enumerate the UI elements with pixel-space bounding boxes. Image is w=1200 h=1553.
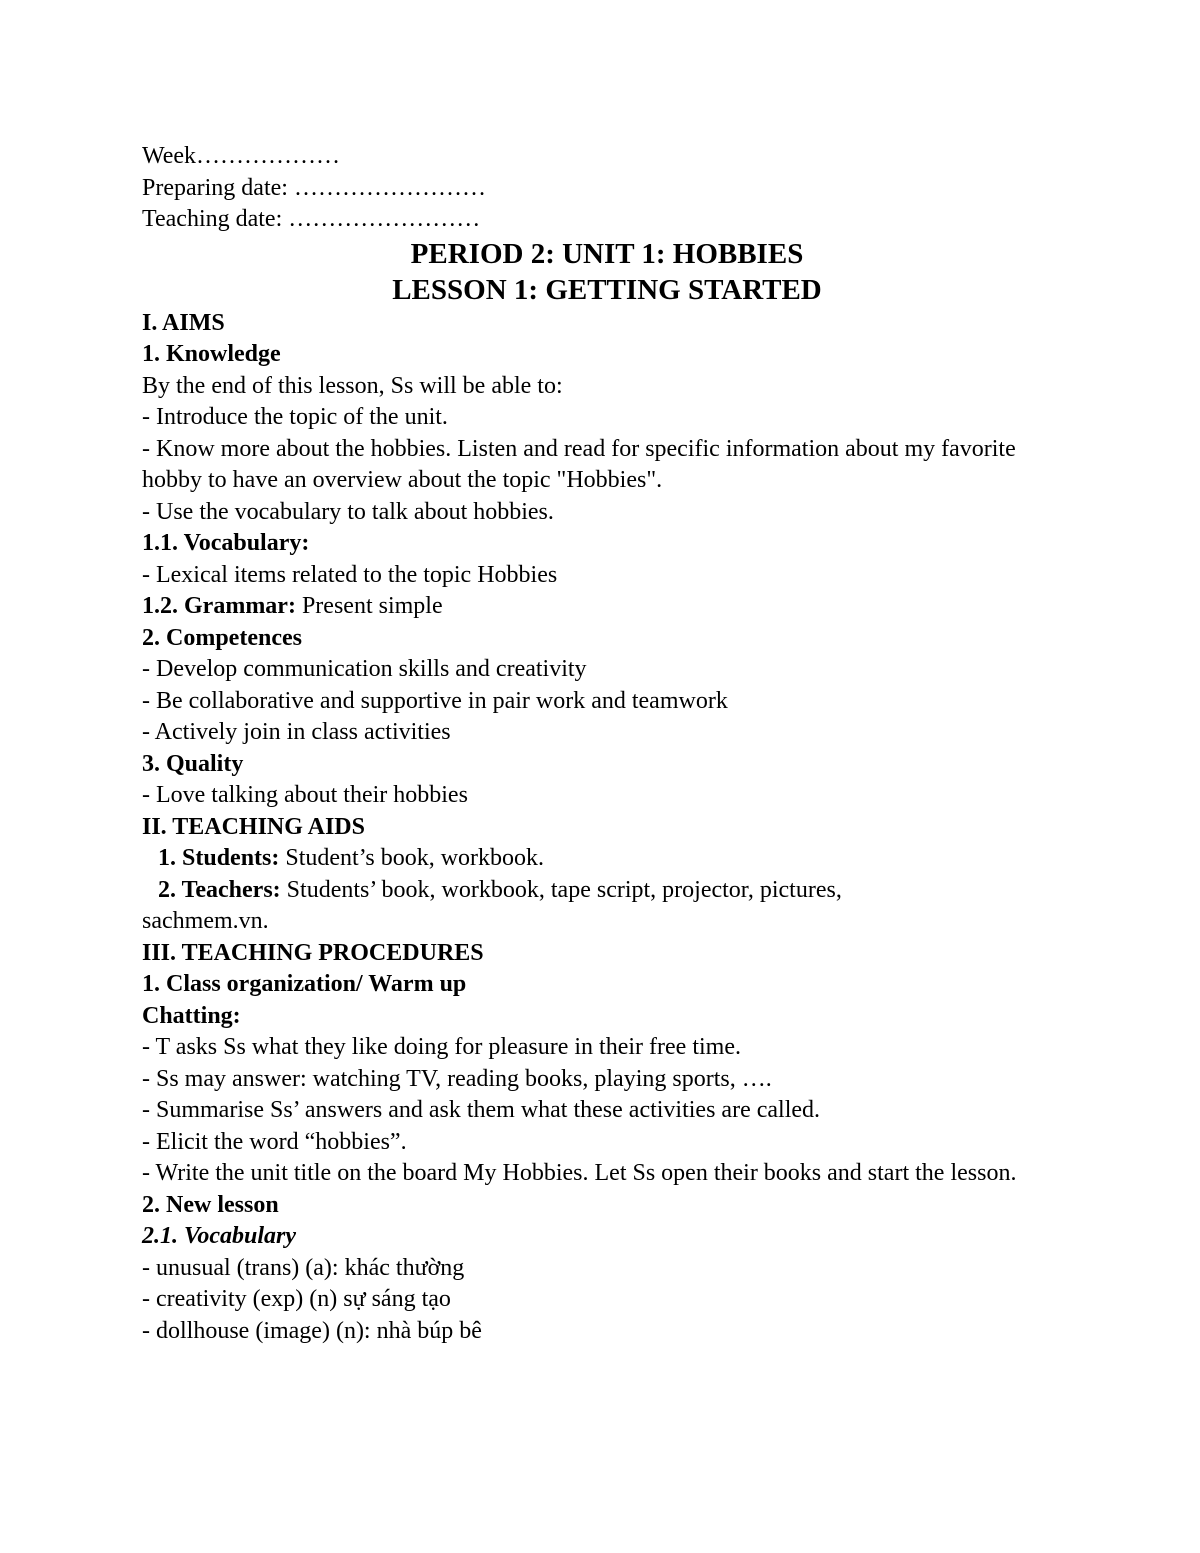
procedures-heading: III. TEACHING PROCEDURES [142,939,484,966]
grammar-line [142,591,1072,623]
chatting-item: - Summarise Ss’ answers and ask them what these activities are called. [142,1097,821,1123]
knowledge-item: - Introduce the topic of the unit. [142,404,448,430]
teachers-value: Students’ book, workbook, tape script, projector, pictures, [280,876,842,903]
quality-item: - Love talking about their hobbies [142,782,468,808]
teachers-aids-line [142,875,1072,907]
competence-item: - Actively join in class activities [142,719,451,745]
vocabulary-entry: - unusual (trans) (a): khác thường [142,1254,465,1281]
grammar-value: Present simple [295,593,443,619]
teachers-label: 2. Teachers: [158,876,281,903]
preparing-date-line: Preparing date: …………………… [142,174,486,201]
teachers-aids-continued: sachmem.vn. [142,908,269,934]
class-organization-heading: 1. Class organization/ Warm up [142,971,467,997]
teaching-date-line: Teaching date: …………………… [142,206,481,232]
new-lesson-heading: 2. New lesson [142,1191,279,1218]
students-label: 1. Students: [158,845,280,871]
chatting-item: - T asks Ss what they like doing for pleasure in their free time. [142,1034,741,1060]
lesson-title: LESSON 1: GETTING STARTED [392,273,822,306]
chatting-item: - Write the unit title on the board My Hobbies. Let Ss open their books and start the lesson. [142,1160,1017,1186]
competence-item: - Develop communication skills and creativity [142,656,587,682]
knowledge-item: - Use the vocabulary to talk about hobbies. [142,498,554,525]
chatting-item: - Elicit the word “hobbies”. [142,1128,407,1155]
quality-heading: 3. Quality [142,750,244,777]
students-value: Student’s book, workbook. [279,845,545,871]
students-aids-line [142,843,1072,875]
week-line: Week……………… [142,143,341,169]
chatting-item: - Ss may answer: watching TV, reading books, playing sports, …. [142,1065,772,1092]
lesson-plan-page [142,141,1072,1347]
vocabulary-item: - Lexical items related to the topic Hobbies [142,561,558,588]
competence-item: - Be collaborative and supportive in pair work and teamwork [142,687,728,714]
vocabulary-heading: 1.1. Vocabulary: [142,530,310,556]
vocabulary-entry: - dollhouse (image) (n): nhà búp bê [142,1317,482,1344]
grammar-label: 1.2. Grammar: [142,593,296,619]
aims-heading: I. AIMS [142,309,225,336]
knowledge-intro: By the end of this lesson, Ss will be able to: [142,372,563,399]
vocabulary-subheading: 2.1. Vocabulary [142,1223,297,1249]
chatting-heading: Chatting: [142,1002,241,1029]
teaching-aids-heading: II. TEACHING AIDS [142,813,365,840]
vocabulary-entry: - creativity (exp) (n) sự sáng tạo [142,1286,451,1312]
competences-heading: 2. Competences [142,624,302,651]
period-title: PERIOD 2: UNIT 1: HOBBIES [410,237,804,270]
knowledge-heading: 1. Knowledge [142,341,281,367]
knowledge-item: - Know more about the hobbies. Listen and read for specific information about my favorite hobby to have an overview about the topic "Hobbies". [142,435,1016,493]
